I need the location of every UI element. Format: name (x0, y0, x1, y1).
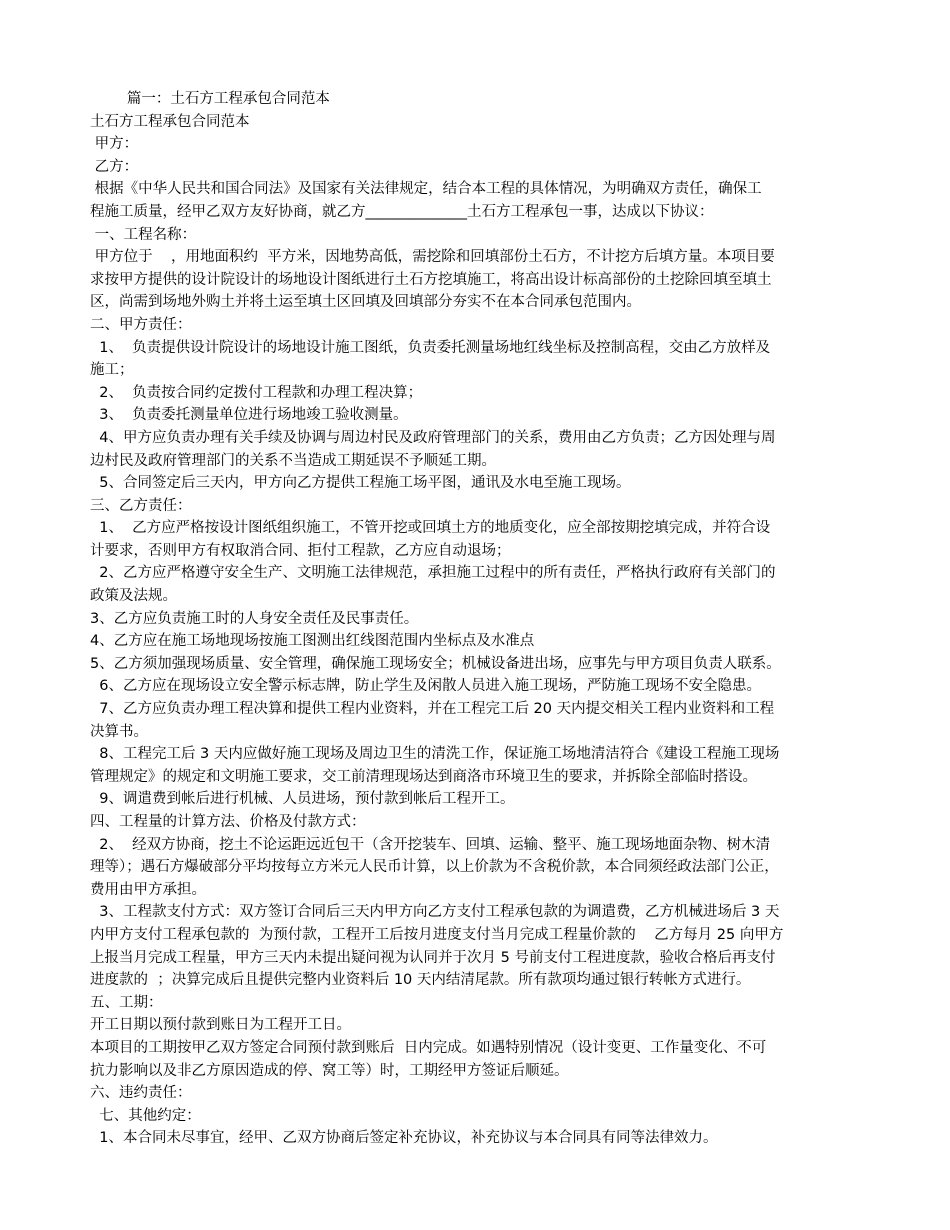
paragraph-line: 9、调遣费到帐后进行机械、人员进场，预付款到帐后工程开工。 (90, 791, 515, 808)
section-heading: 四、工程量的计算方法、价格及付款方式： (90, 814, 366, 830)
paragraph-line: 2、 负责按合同约定拨付工程款和办理工程决算； (90, 384, 423, 401)
paragraph-line: 上报当月完成工程量，甲方三天内未提出疑问视为认同并于次月 5 号前支付工程进度款，验收合格后再支付 (90, 949, 776, 966)
section-heading: 一、工程名称： (90, 226, 197, 243)
party-b-label: 乙方： (90, 158, 139, 175)
paragraph-line: 8、工程完工后 3 天内应做好施工现场及周边卫生的清洗工作，保证施工场地清洁符合《建设工程施工现场 (90, 746, 780, 763)
paragraph-line: 6、乙方应在现场设立安全警示标志牌，防止学生及闲散人员进入施工现场，严防施工现场不安全隐患。 (90, 678, 761, 695)
paragraph-line: 2、 经双方协商，挖土不论运距远近包干（含开挖装车、回填、运输、整平、施工现场地面杂物、树木清 (90, 836, 771, 853)
preamble-line: 程施工质量，经甲乙双方友好协商，就乙方______________土石方工程承包一事，达成以下协议： (90, 203, 714, 220)
paragraph-line: 2、乙方应严格遵守安全生产、文明施工法律规范，承担施工过程中的所有责任，严格执行政府有关部门的 (90, 565, 776, 582)
contract-title: 土石方工程承包合同范本 (90, 113, 250, 130)
paragraph-line: 边村民及政府管理部门的关系不当造成工期延误不予顺延工期。 (90, 452, 496, 469)
paragraph-line: 3、工程款支付方式：双方签订合同后三天内甲方向乙方支付工程承包款的为调遣费，乙方机械进场后 3 天 (90, 904, 780, 921)
paragraph-line: 4、乙方应在施工场地现场按施工图测出红线图范围内坐标点及水准点 (90, 633, 535, 650)
paragraph-line: 开工日期以预付款到账日为工程开工日。 (90, 1017, 351, 1034)
paragraph-line: 施工； (90, 362, 134, 379)
paragraph-line: 区，尚需到场地外购土并将土运至填土区回填及回填部分夯实不在本合同承包范围内。 (90, 294, 641, 311)
paragraph-line: 本项目的工期按甲乙双方签定合同预付款到账后 日内完成。如遇特别情况（设计变更、工作量变化、不可 (90, 1039, 767, 1056)
section-heading: 三、乙方责任： (90, 497, 192, 514)
preamble-line: 根据《中华人民共和国合同法》及国家有关法律规定，结合本工程的具体情况，为明确双方责任，确保工 (90, 181, 762, 198)
paragraph-line: 甲方位于 ，用地面积约 平方米，因地势高低，需挖除和回填部份土石方，不计挖方后填方量。本项目要 (90, 249, 775, 266)
paragraph-line: 内甲方支付工程承包款的 为预付款，工程开工后按月进度支付当月完成工程量价款的 乙方每月 25 向甲方 (90, 926, 784, 943)
paragraph-line: 1、本合同未尽事宜，经甲、乙双方协商后签定补充协议，补充协议与本合同具有同等法律效力。 (90, 1130, 718, 1147)
paragraph-line: 计要求，否则甲方有权取消合同、拒付工程款，乙方应自动退场； (90, 542, 511, 559)
paragraph-line: 1、 乙方应严格按设计图纸组织施工，不管开挖或回填土方的地质变化，应全部按期挖填完成，并符合设 (90, 520, 771, 537)
paragraph-line: 3、乙方应负责施工时的人身安全责任及民事责任。 (90, 610, 419, 627)
party-a-label: 甲方： (90, 136, 139, 153)
paragraph-line: 政策及法规。 (90, 588, 177, 605)
paragraph-line: 决算书。 (90, 723, 148, 740)
paragraph-line: 求按甲方提供的设计院设计的场地设计图纸进行土石方挖填施工，将高出设计标高部份的土挖除回填至填土 (90, 271, 772, 288)
paragraph-line: 理等）；遇石方爆破部分平均按每立方米元人民币计算，以上价款为不含税价款，本合同须经政法部门公正， (90, 859, 779, 876)
paragraph-line: 费用由甲方承担。 (90, 881, 206, 898)
paragraph-line: 管理规定》的规定和文明施工要求，交工前清理现场达到商洛市环境卫生的要求，并拆除全部临时搭设。 (90, 768, 757, 785)
document-body (90, 88, 870, 1150)
section-heading: 六、违约责任： (90, 1085, 192, 1102)
paragraph-line: 5、乙方须加强现场质量、安全管理，确保施工现场安全；机械设备进出场，应事先与甲方项目负责人联系。 (90, 655, 781, 672)
paragraph-line: 1、 负责提供设计院设计的场地设计施工图纸，负责委托测量场地红线坐标及控制高程，交由乙方放样及 (90, 339, 771, 356)
paragraph-line: 进度款的 ；决算完成后且提供完整内业资料后 10 天内结清尾款。所有款项均通过银行转帐方式进行。 (90, 972, 751, 989)
document-heading: 篇一：土石方工程承包合同范本 (90, 91, 330, 107)
section-heading: 七、其他约定： (90, 1107, 201, 1124)
paragraph-line: 5、合同签定后三天内，甲方向乙方提供工程施工场平图，通讯及水电至施工现场。 (90, 475, 631, 492)
section-heading: 五、工期： (90, 994, 163, 1011)
paragraph-line: 抗力影响以及非乙方原因造成的停、窝工等）时，工期经甲方签证后顺延。 (90, 1062, 569, 1079)
paragraph-line: 7、乙方应负责办理工程决算和提供工程内业资料，并在工程完工后 20 天内提交相关工程内业资料和工程 (90, 701, 775, 718)
paragraph-line: 3、 负责委托测量单位进行场地竣工验收测量。 (90, 407, 408, 424)
section-heading: 二、甲方责任： (90, 316, 192, 333)
paragraph-line: 4、甲方应负责办理有关手续及协调与周边村民及政府管理部门的关系，费用由乙方负责；乙方因处理与周 (90, 429, 776, 446)
